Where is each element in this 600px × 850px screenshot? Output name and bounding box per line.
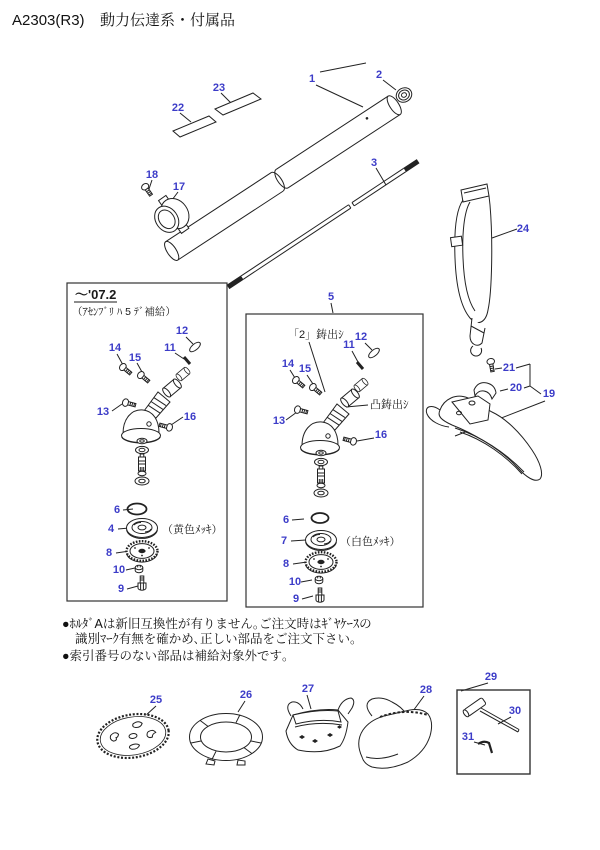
callout-19: 19: [542, 388, 556, 400]
callout-l8: 8: [105, 547, 113, 559]
main-pipe-drawing: [162, 94, 404, 263]
note-line-3: ●索引番号のない部品は補給対象外です｡: [62, 649, 289, 663]
goggles-drawing: [286, 698, 354, 752]
callout-18: 18: [145, 169, 159, 181]
note-line-1: ●ﾎﾙﾀﾞAは新旧互換性が有りません｡ご注文時はｷﾞﾔｹｰｽの: [62, 617, 372, 631]
callout-r13: 13: [272, 415, 286, 427]
callout-l13: 13: [96, 406, 110, 418]
callout-l9: 9: [117, 583, 125, 595]
callout-l6: 6: [113, 504, 121, 516]
callout-22: 22: [171, 102, 185, 114]
right-assembly-box: [246, 314, 423, 607]
hanger-clamp-drawing: [140, 182, 197, 242]
callout-l12: 12: [175, 325, 189, 337]
callout-30: 30: [508, 705, 522, 717]
callout-l14: 14: [108, 342, 122, 354]
plating-yellow-label: （黄色ﾒｯｷ）: [162, 524, 223, 536]
left-assembly-box: [67, 283, 227, 601]
blade-cover-drawing: [359, 698, 432, 768]
callout-l16: 16: [183, 411, 197, 423]
decal-drawings: [173, 93, 261, 137]
guard-ring-drawing: [190, 714, 263, 766]
callout-21: 21: [502, 362, 516, 374]
left-box-header: ～'07.2: [75, 287, 117, 302]
callout-r15: 15: [298, 363, 312, 375]
callout-r6: 6: [282, 514, 290, 526]
callout-2: 2: [375, 69, 383, 81]
callout-31: 31: [461, 731, 475, 743]
callout-28: 28: [419, 684, 433, 696]
callout-r11: 11: [343, 339, 355, 351]
callout-5: 5: [327, 291, 335, 303]
callout-r8: 8: [282, 558, 290, 570]
drive-shaft-drawing: [227, 159, 420, 289]
page-title: 動力伝達系・付属品: [100, 12, 236, 29]
cast-mark-label: 「2」鋳出ｼ: [288, 329, 344, 341]
callout-24: 24: [516, 223, 530, 235]
callout-r16: 16: [374, 429, 388, 441]
callout-r10: 10: [288, 576, 302, 588]
note-line-2: 識別ﾏｰｸ有無を確かめ､正しい部品をご注文下さい｡: [75, 632, 357, 646]
callout-1: 1: [308, 73, 316, 85]
callout-l11: 11: [164, 342, 176, 354]
safety-guard-drawing: [426, 358, 541, 480]
callout-25: 25: [149, 694, 163, 706]
page-title-code: A2303(R3): [12, 12, 85, 29]
callout-17: 17: [172, 181, 186, 193]
callout-r9: 9: [292, 593, 300, 605]
callout-r12: 12: [354, 331, 368, 343]
callout-r14: 14: [281, 358, 295, 370]
callout-29: 29: [484, 671, 498, 683]
callout-26: 26: [239, 689, 253, 701]
saw-blade-drawing: [94, 709, 172, 763]
callout-l15: 15: [128, 352, 142, 364]
callout-l10: 10: [112, 564, 126, 576]
plating-white-label: （白色ﾒｯｷ）: [340, 536, 401, 548]
callout-23: 23: [212, 82, 226, 94]
callout-r7: 7: [280, 535, 288, 547]
callout-l4: 4: [107, 523, 115, 535]
harness-hanger-drawing: [450, 184, 491, 356]
callout-20: 20: [509, 382, 523, 394]
o-ring-right: [312, 513, 329, 523]
callout-3: 3: [370, 157, 378, 169]
callout-27: 27: [301, 683, 315, 695]
left-box-subheader: （ｱｾﾝﾌﾞﾘ ﾊ 5 ﾃﾞ補給）: [72, 306, 176, 318]
boss-mark-label: 凸鋳出ｼ: [370, 399, 409, 411]
